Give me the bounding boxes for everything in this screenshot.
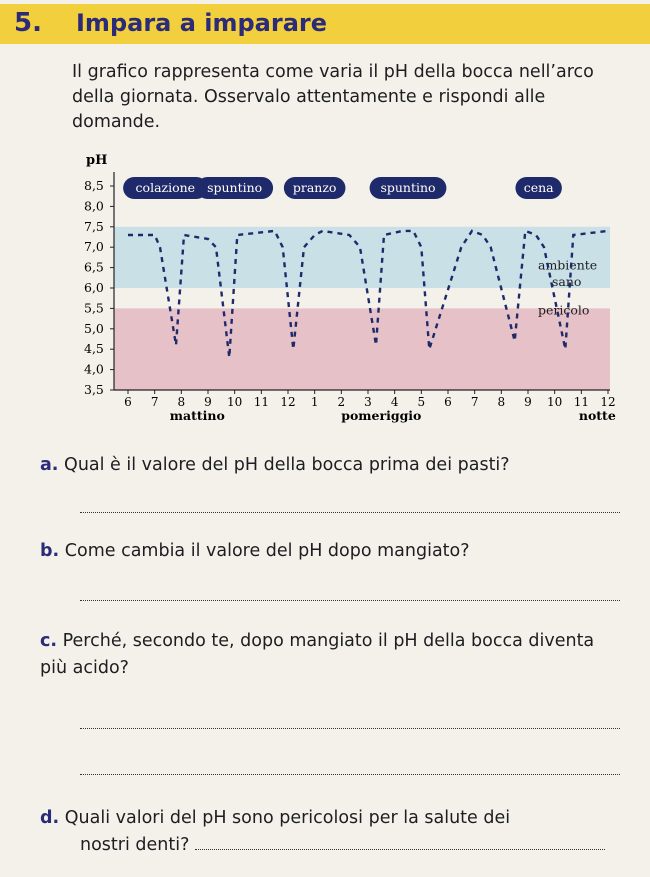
meal-label: colazione xyxy=(135,180,196,195)
x-tick-label: 6 xyxy=(124,395,132,409)
x-tick-label: 2 xyxy=(337,395,346,409)
y-tick-label: 6,0 xyxy=(84,280,104,295)
y-tick-label: 6,5 xyxy=(84,259,104,275)
x-tick-label: 7 xyxy=(470,395,479,409)
x-tick-label: 12 xyxy=(600,395,616,409)
zone-label-healthy-1: ambiente xyxy=(538,257,598,273)
exercise-intro: Il grafico rappresenta come varia il pH della bocca nell’arco della giornata. Osservalo attentamente e rispondi alle domande. xyxy=(72,62,594,132)
x-tick-label: 4 xyxy=(390,395,399,409)
y-tick-label: 7,0 xyxy=(84,239,104,255)
question-b-text: Come cambia il valore del pH dopo mangiato? xyxy=(64,541,470,561)
y-tick-label: 8,5 xyxy=(84,178,104,193)
x-tick-label: 9 xyxy=(524,395,532,409)
x-tick-label: 6 xyxy=(444,395,452,409)
y-tick-label: 5,0 xyxy=(84,320,104,336)
answer-line-b[interactable] xyxy=(80,600,620,601)
question-a-text: Qual è il valore del pH della bocca prima dei pasti? xyxy=(64,455,510,475)
x-tick-label: 5 xyxy=(417,395,426,409)
x-tick-label: 7 xyxy=(150,395,159,409)
meal-label: pranzo xyxy=(292,180,337,195)
question-c xyxy=(40,628,625,682)
question-d xyxy=(40,805,625,832)
x-tick-label: 12 xyxy=(280,395,296,409)
y-tick-label: 8,0 xyxy=(84,198,104,214)
question-a xyxy=(40,452,625,479)
y-tick-label: 3,5 xyxy=(84,382,104,397)
answer-line-d[interactable] xyxy=(195,835,605,850)
y-tick-label: 4,5 xyxy=(84,341,104,357)
x-tick-label: 11 xyxy=(573,395,589,409)
y-axis-label: pH xyxy=(86,153,108,168)
ph-chart-svg xyxy=(60,148,620,438)
question-b-letter: b. xyxy=(40,541,60,561)
ph-chart xyxy=(60,148,620,438)
zone-danger xyxy=(114,308,610,390)
meal-label: cena xyxy=(523,180,554,195)
meal-label: spuntino xyxy=(207,180,263,195)
meal-label: spuntino xyxy=(380,180,436,195)
question-d-line2 xyxy=(80,832,640,859)
answer-line-c1[interactable] xyxy=(80,728,620,729)
zone-label-healthy-2: sano xyxy=(552,273,582,289)
answer-line-c2[interactable] xyxy=(80,774,620,775)
x-tick-label: 10 xyxy=(227,395,243,409)
question-c-text: Perché, secondo te, dopo mangiato il pH della bocca diventa più acido? xyxy=(40,631,595,678)
y-tick-label: 5,5 xyxy=(84,300,104,316)
x-tick-label: 1 xyxy=(310,395,319,409)
answer-line-a[interactable] xyxy=(80,512,620,513)
y-tick-label: 4,0 xyxy=(84,361,104,377)
zone-label-danger: pericolo xyxy=(538,302,590,318)
question-b xyxy=(40,538,625,565)
question-d-text-1: Quali valori del pH sono pericolosi per la salute dei xyxy=(64,808,511,828)
x-period-label: mattino xyxy=(169,408,225,423)
x-tick-label: 8 xyxy=(497,395,506,409)
question-d-text-2: nostri denti? xyxy=(80,835,190,855)
x-tick-label: 11 xyxy=(253,395,269,409)
x-tick-label: 8 xyxy=(177,395,186,409)
exercise-title: Impara a imparare xyxy=(76,9,328,37)
y-tick-label: 7,5 xyxy=(84,218,104,234)
x-period-label: pomeriggio xyxy=(341,408,422,423)
question-d-letter: d. xyxy=(40,808,60,828)
x-tick-label: 9 xyxy=(204,395,212,409)
exercise-number: 5. xyxy=(14,8,42,38)
question-a-letter: a. xyxy=(40,455,59,475)
x-period-label: notte xyxy=(578,408,616,423)
x-tick-label: 3 xyxy=(364,395,372,409)
x-tick-label: 10 xyxy=(547,395,563,409)
question-c-letter: c. xyxy=(40,631,58,651)
